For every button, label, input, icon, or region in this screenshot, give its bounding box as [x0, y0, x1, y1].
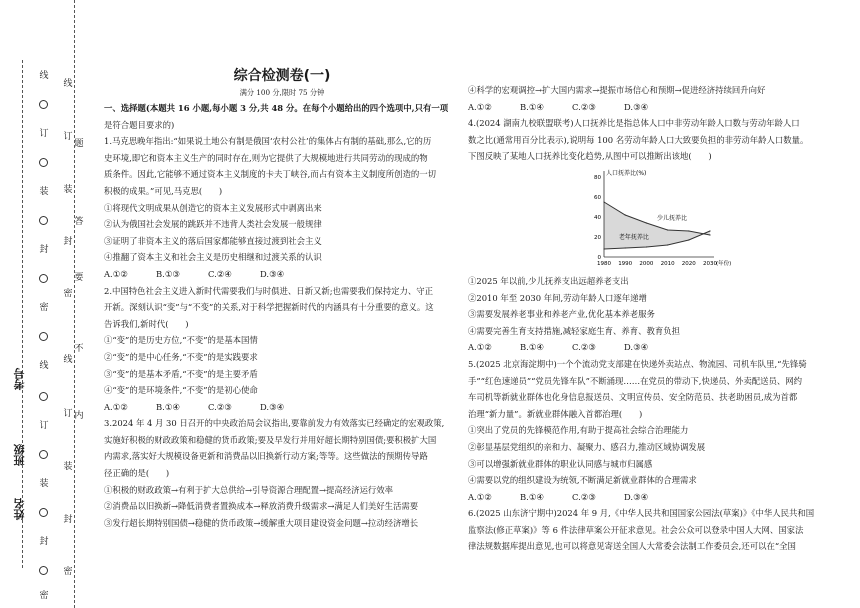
text-line: ②“变”的是中心任务,“不变”的是实践要求 — [104, 351, 258, 362]
y-tick-label: 20 — [594, 234, 601, 241]
margin-circle — [39, 332, 48, 341]
answer-option: D.③④ — [260, 401, 285, 412]
chart-gap-area — [604, 202, 710, 249]
answer-option: C.②③ — [572, 101, 596, 112]
text-line: 开新。深刻认识“变”与“不变”的关系,对于科学把握新时代的内涵具有十分重要的意义。这 — [104, 302, 434, 313]
answer-option: B.①④ — [520, 491, 544, 502]
answer-options — [468, 99, 842, 116]
exam-number-label: 考号 — [13, 368, 26, 390]
margin-char-yao: 要 — [74, 273, 84, 283]
text-line: ①2025 年以前,少儿抚养支出远超养老支出 — [468, 275, 629, 286]
x-tick-label: 1980 — [597, 260, 611, 267]
margin-circle — [39, 100, 48, 109]
text-line: ①突出了党员的先锋模范作用,有助于提高社会综合治理能力 — [468, 425, 689, 436]
right-column — [468, 82, 842, 555]
text-line: 积极的成果。”可见,马克思( ) — [104, 185, 223, 196]
margin-char-ti: 题 — [74, 139, 84, 149]
data-point — [688, 230, 689, 231]
margin-char-xian: 线 — [63, 79, 73, 89]
text-line: ①将现代文明成果从创造它的资本主义发展形式中剥离出来 — [104, 202, 322, 213]
text-line: ③证明了非资本主义的落后国家都能够直接过渡到社会主义 — [104, 235, 322, 246]
text-line: ③发行超长期特别国债→稳健的货币政策→缓解重大项目建设资金问题→拉动经济增长 — [104, 517, 419, 528]
margin-char-xian2: 线 — [63, 355, 73, 365]
data-point — [667, 244, 668, 245]
text-line: ④“变”的是环境条件,“不变”的是初心使命 — [104, 385, 258, 396]
text-line: 下图反映了某地人口抚养比变化趋势,从图中可以推断出该地( ) — [468, 151, 712, 162]
page-title: 综合检测卷(一) — [233, 68, 331, 84]
margin-mark-feng: 封 — [39, 245, 49, 255]
answer-option: D.③④ — [624, 342, 649, 353]
margin-mark-zhuang3: 装 — [39, 479, 49, 489]
answer-option: B.①④ — [520, 101, 544, 112]
text-line: 监察法(修正草案)》等 6 件法律草案公开征求意见。社会公众可以登录中国人大网、国家法 — [468, 524, 804, 535]
answer-options — [104, 266, 460, 283]
x-tick-label: 2030 — [703, 260, 717, 267]
text-line: 一、选择题(本题共 16 小题,每小题 3 分,共 48 分。在每个小题给出的四个选项中,只有一项 — [104, 103, 449, 113]
answer-options — [468, 339, 842, 356]
margin-circle — [39, 566, 48, 575]
text-line: 径正确的是( ) — [104, 468, 170, 479]
data-point — [603, 248, 604, 249]
margin-char-bu: 不 — [74, 344, 84, 354]
class-label: 班级 — [13, 444, 26, 466]
y-axis-label: 人口抚养比(%) — [606, 169, 647, 177]
margin-mark-mi: 密 — [39, 303, 49, 313]
answer-option: C.②③ — [572, 491, 596, 502]
text-line: ③可以增强新就业群体的职业认同感与城市归属感 — [468, 458, 653, 469]
text-line: ③需要发展养老事业和养老产业,优化基本养老服务 — [468, 309, 655, 320]
margin-char-feng2: 封 — [63, 515, 73, 525]
text-line: ④需要完善生育支持措施,减轻家庭生育、养育、教育负担 — [468, 325, 681, 336]
answer-options — [104, 399, 460, 416]
answer-option: B.①④ — [156, 401, 180, 412]
margin-circle — [39, 392, 48, 401]
x-axis-label: (年份) — [716, 260, 732, 267]
margin-char-da: 答 — [74, 217, 84, 227]
data-point — [603, 201, 604, 202]
margin-char-ding2: 订 — [63, 409, 73, 419]
answer-option: B.①④ — [520, 342, 544, 353]
text-line: ②认为俄国社会发展的跳跃并不违背人类社会发展一般规律 — [104, 219, 322, 230]
margin-mark-mi3: 密 — [39, 591, 49, 601]
margin-mark-feng3: 封 — [39, 537, 49, 547]
text-line: ②彰显基层党组织的亲和力、凝聚力、感召力,推动区域协调发展 — [468, 441, 706, 452]
data-point — [646, 222, 647, 223]
text-line: ④需要以党的组织建设为统领,不断满足新就业群体的合理需求 — [468, 475, 697, 486]
text-line: 1.马克思晚年指出:“如果说土地公有制是俄国‘农村公社’的集体占有制的基础,那么,它的历 — [104, 136, 432, 147]
binding-line-inner — [22, 60, 23, 568]
chart-svg — [582, 165, 732, 273]
page-subtitle: 满分 100 分,限时 75 分钟 — [239, 88, 325, 97]
left-column — [104, 64, 460, 531]
answer-option: A.①② — [468, 342, 492, 353]
data-point — [646, 246, 647, 247]
data-point — [625, 214, 626, 215]
answer-option: C.②④ — [208, 268, 232, 279]
series-label-old: 老年抚养比 — [618, 233, 649, 241]
margin-char-mi2: 密 — [63, 567, 73, 577]
data-point — [625, 247, 626, 248]
text-line: 5.(2025 北京海淀期中)一个个流动党支部建在快递外卖站点、物流园、司机车队里,“先锋骑 — [468, 358, 807, 369]
text-line: 告诉我们,新时代( ) — [104, 318, 189, 329]
margin-circle — [39, 450, 48, 459]
answer-option: A.①② — [104, 268, 128, 279]
y-tick-label: 40 — [594, 214, 601, 221]
margin-char-nei: 内 — [74, 411, 84, 421]
text-line: 4.(2024 湖南九校联盟联考)人口抚养比是指总体人口中非劳动年龄人口数与劳动年龄人口 — [468, 118, 800, 129]
answer-option: C.②③ — [572, 342, 596, 353]
answer-options — [468, 489, 842, 506]
y-tick-label: 0 — [597, 254, 601, 261]
answer-option: C.②③ — [208, 401, 232, 412]
binding-line-outer — [74, 0, 75, 608]
name-label: 姓名 — [13, 498, 26, 520]
data-point — [688, 239, 689, 240]
text-line: 是符合题目要求的) — [104, 119, 175, 130]
margin-circle — [39, 274, 48, 283]
text-line: 车司机等新就业群体也化身信息报送员、文明宣传员、安全防范员、扶老助困员,成为首都 — [468, 392, 798, 403]
text-line: 3.2024 年 4 月 30 日召开的中央政治局会议指出,要靠前发力有效落实已经确定的宏观政策, — [104, 418, 445, 429]
text-line: 实施好积极的财政政策和稳健的货币政策;要及早发行并用好超长期特别国债;要积极扩大国 — [104, 434, 437, 445]
text-line: 史环境,即它和资本主义生产的同时存在,则为它提供了大规模地进行共同劳动的现成的物 — [104, 152, 428, 163]
x-tick-label: 2010 — [660, 260, 675, 267]
margin-mark-ding: 订 — [39, 129, 49, 139]
data-point — [709, 230, 710, 231]
text-line: ②2010 年至 2030 年间,劳动年龄人口逐年递增 — [468, 292, 647, 303]
margin-mark-xian3: 线 — [39, 361, 49, 371]
answer-option: B.①③ — [156, 268, 180, 279]
dependency-ratio-chart — [582, 165, 732, 273]
answer-option: A.①② — [468, 101, 492, 112]
margin-circle — [39, 216, 48, 225]
x-tick-label: 1990 — [618, 260, 633, 267]
answer-option: D.③④ — [260, 268, 285, 279]
text-line: 2.中国特色社会主义进入新时代需要我们与时俱进、日新又新;也需要我们保持定力、守正 — [104, 285, 434, 296]
margin-char-feng: 封 — [63, 237, 73, 247]
binding-margin — [0, 0, 92, 608]
text-line: ③“变”的是基本矛盾,“不变”的是主要矛盾 — [104, 368, 258, 379]
x-tick-label: 2000 — [639, 260, 654, 267]
answer-option: D.③④ — [624, 101, 649, 112]
series-label-child: 少儿抚养比 — [657, 214, 688, 222]
data-point — [709, 234, 710, 235]
text-line: ②消费品以旧换新→降低消费者置换成本→释放消费升级需求→满足人们美好生活需要 — [104, 501, 419, 512]
text-line: 治理“新力量”。新就业群体融入首都治理( ) — [468, 408, 643, 419]
answer-option: A.①② — [104, 401, 128, 412]
text-line: 内需求,落实好大规模设备更新和消费品以旧换新行动方案;等等。这些做法的预期传导路 — [104, 451, 428, 462]
text-line: ④推翻了资本主义和社会主义是历史相继和过渡关系的认识 — [104, 252, 322, 263]
text-line: 数之比(通常用百分比表示),说明每 100 名劳动年龄人口大致要负担的非劳动年龄人口数量。 — [468, 134, 809, 145]
data-point — [667, 229, 668, 230]
answer-option: A.①② — [468, 491, 492, 502]
answer-option: D.③④ — [624, 491, 649, 502]
margin-mark-xian: 线 — [39, 71, 49, 81]
text-line: 6.(2025 山东济宁期中)2024 年 9 月,《中华人民共和国国家公园法(草案)》《中华人民共和国 — [468, 508, 815, 519]
text-line: ①积极的财政政策→有利于扩大总供给→引导资源合理配置→提高经济运行效率 — [104, 484, 394, 495]
y-tick-label: 60 — [594, 194, 601, 201]
text-line: ④科学的宏观调控→扩大国内需求→提振市场信心和预期→促进经济持续回升向好 — [468, 85, 766, 95]
text-line: 手”“红色速递员”“党员先锋车队”不断涌现……在党员的带动下,快递员、外卖配送员、网约 — [468, 375, 802, 386]
margin-circle — [39, 508, 48, 517]
margin-char-zhuang2: 装 — [63, 462, 73, 472]
text-line: 律法规数据库提出意见,也可以将意见寄送全国人大常委会法制工作委员会,还可以在“全国 — [468, 541, 796, 552]
margin-mark-ding3: 订 — [39, 421, 49, 431]
margin-circle — [39, 158, 48, 167]
text-line: 质条件。因此,它能够不通过资本主义制度的卡夫丁峡谷,而占有资本主义制度所创造的一切 — [104, 169, 436, 180]
text-line: ①“变”的是历史方位,“不变”的是基本国情 — [104, 335, 258, 346]
margin-char-ding: 订 — [63, 132, 73, 142]
margin-mark-zhuang: 装 — [39, 187, 49, 197]
y-tick-label: 80 — [594, 174, 601, 181]
x-tick-label: 2020 — [681, 260, 696, 267]
margin-char-zhuang: 装 — [63, 185, 73, 195]
margin-char-mi: 密 — [63, 289, 73, 299]
